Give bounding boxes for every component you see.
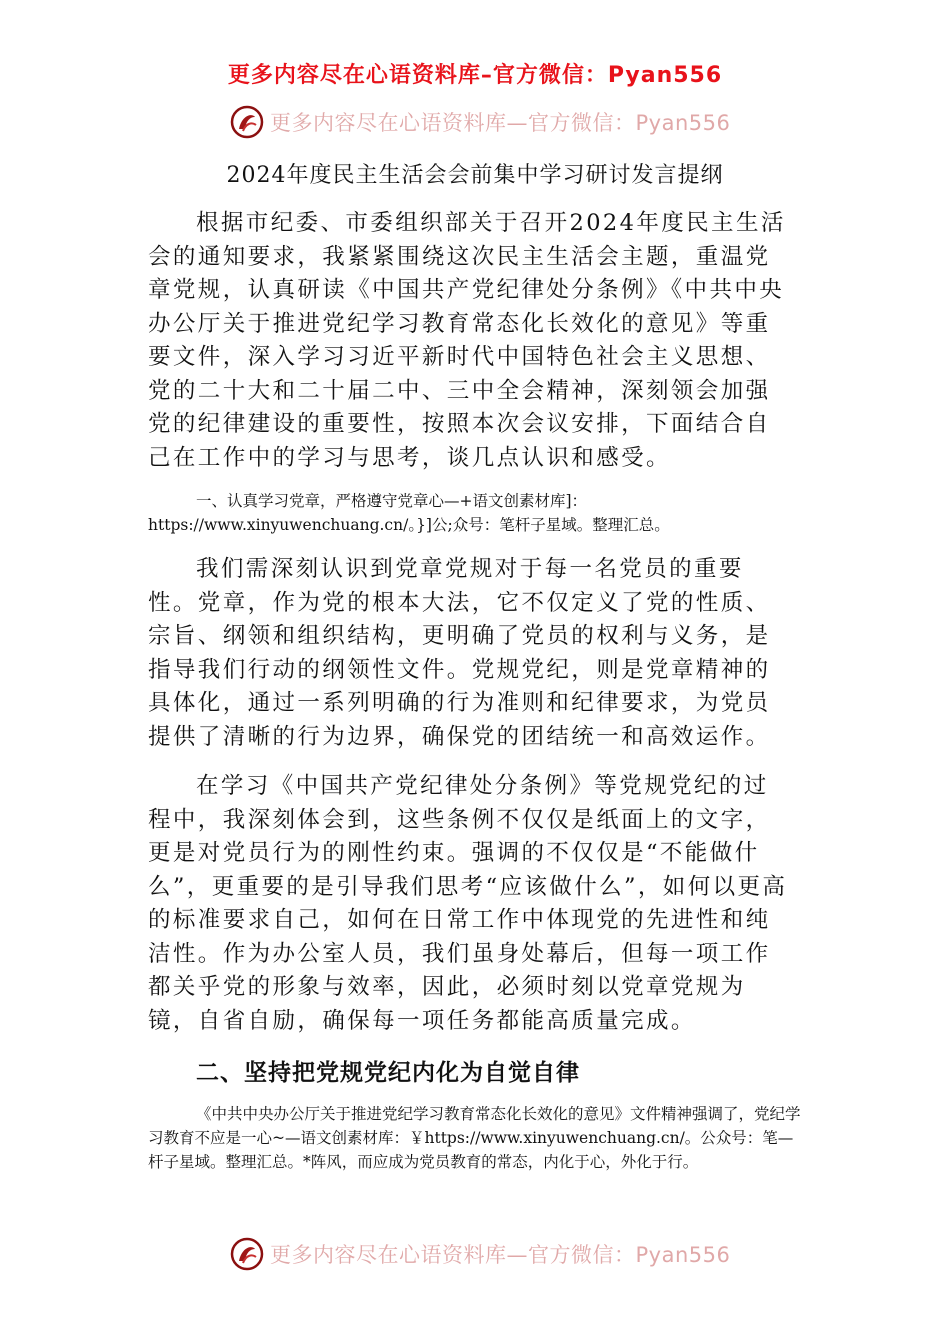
section1-heading: 一、认真学习党章，严格遵守党章心—+语文创素材库]：https://www.xinyuwenchuang.cn/。}]公;众号：笔杆子星域。整理汇总。 xyxy=(148,492,670,534)
watermark-text: 更多内容尽在心语资料库—官方微信：Pyan556 xyxy=(270,1243,731,1267)
document-title: 2024年度民主生活会会前集中学习研讨发言提纲 xyxy=(226,163,724,188)
watermark-bottom xyxy=(230,1234,730,1274)
flame-swirl-logo-icon xyxy=(230,1237,264,1271)
paragraph-3: 在学习《中国共产党纪律处分条例》等党规党纪的过程中，我深刻体会到，这些条例不仅仅是纸面上的文字，更是对党员行为的刚性约束。强调的不仅仅是“不能做什么”，更重要的是引导我们思考“应该做什么”，如何以更高的标准要求自己，如何在日常工作中体现党的先进性和纯洁性。作为办公室人员，我们虽身处幕后，但每一项工作都关乎党的形象与效率，因此，必须时刻以党章党规为镜，自省自励，确保每一项任务都能高质量完成。 xyxy=(148,773,788,1034)
section2-heading: 二、坚持把党规党纪内化为自觉自律 xyxy=(196,1060,580,1086)
intro-paragraph: 根据市纪委、市委组织部关于召开2024年度民主生活会的通知要求，我紧紧围绕这次民主生活会主题，重温党章党规，认真研读《中国共产党纪律处分条例》《中共中央办公厅关于推进党纪学习教育常态化长效化的意见》等重要文件，深入学习习近平新时代中国特色社会主义思想、党的二十大和二十届二中、三中全会精神，深刻领会加强党的纪律建设的重要性，按照本次会议安排，下面结合自己在工作中的学习与思考，谈几点认识和感受。 xyxy=(148,210,786,471)
paragraph-2: 我们需深刻认识到党章党规对于每一名党员的重要性。党章，作为党的根本大法，它不仅定义了党的性质、宗旨、纲领和组织结构，更明确了党员的权利与义务，是指导我们行动的纲领性文件。党规党纪，则是党章精神的具体化，通过一系列明确的行为准则和纪律要求，为党员提供了清晰的行为边界，确保党的团结统一和高效运作。 xyxy=(148,556,771,750)
paragraph-4: 《中共中央办公厅关于推进党纪学习教育常态化长效化的意见》文件精神强调了，党纪学习教育不应是一心~—语文创素材库：￥https://www.xinyuwenchuang.cn/。公众号：笔—杆子星域。整理汇总。*阵风，而应成为党员教育的常态，内化于心，外化于行。 xyxy=(148,1105,801,1171)
flame-swirl-logo-icon xyxy=(230,105,264,139)
watermark-top xyxy=(230,102,730,142)
top-banner: 更多内容尽在心语资料库–官方微信：Pyan556 xyxy=(227,63,723,88)
watermark-text: 更多内容尽在心语资料库—官方微信：Pyan556 xyxy=(270,111,731,135)
